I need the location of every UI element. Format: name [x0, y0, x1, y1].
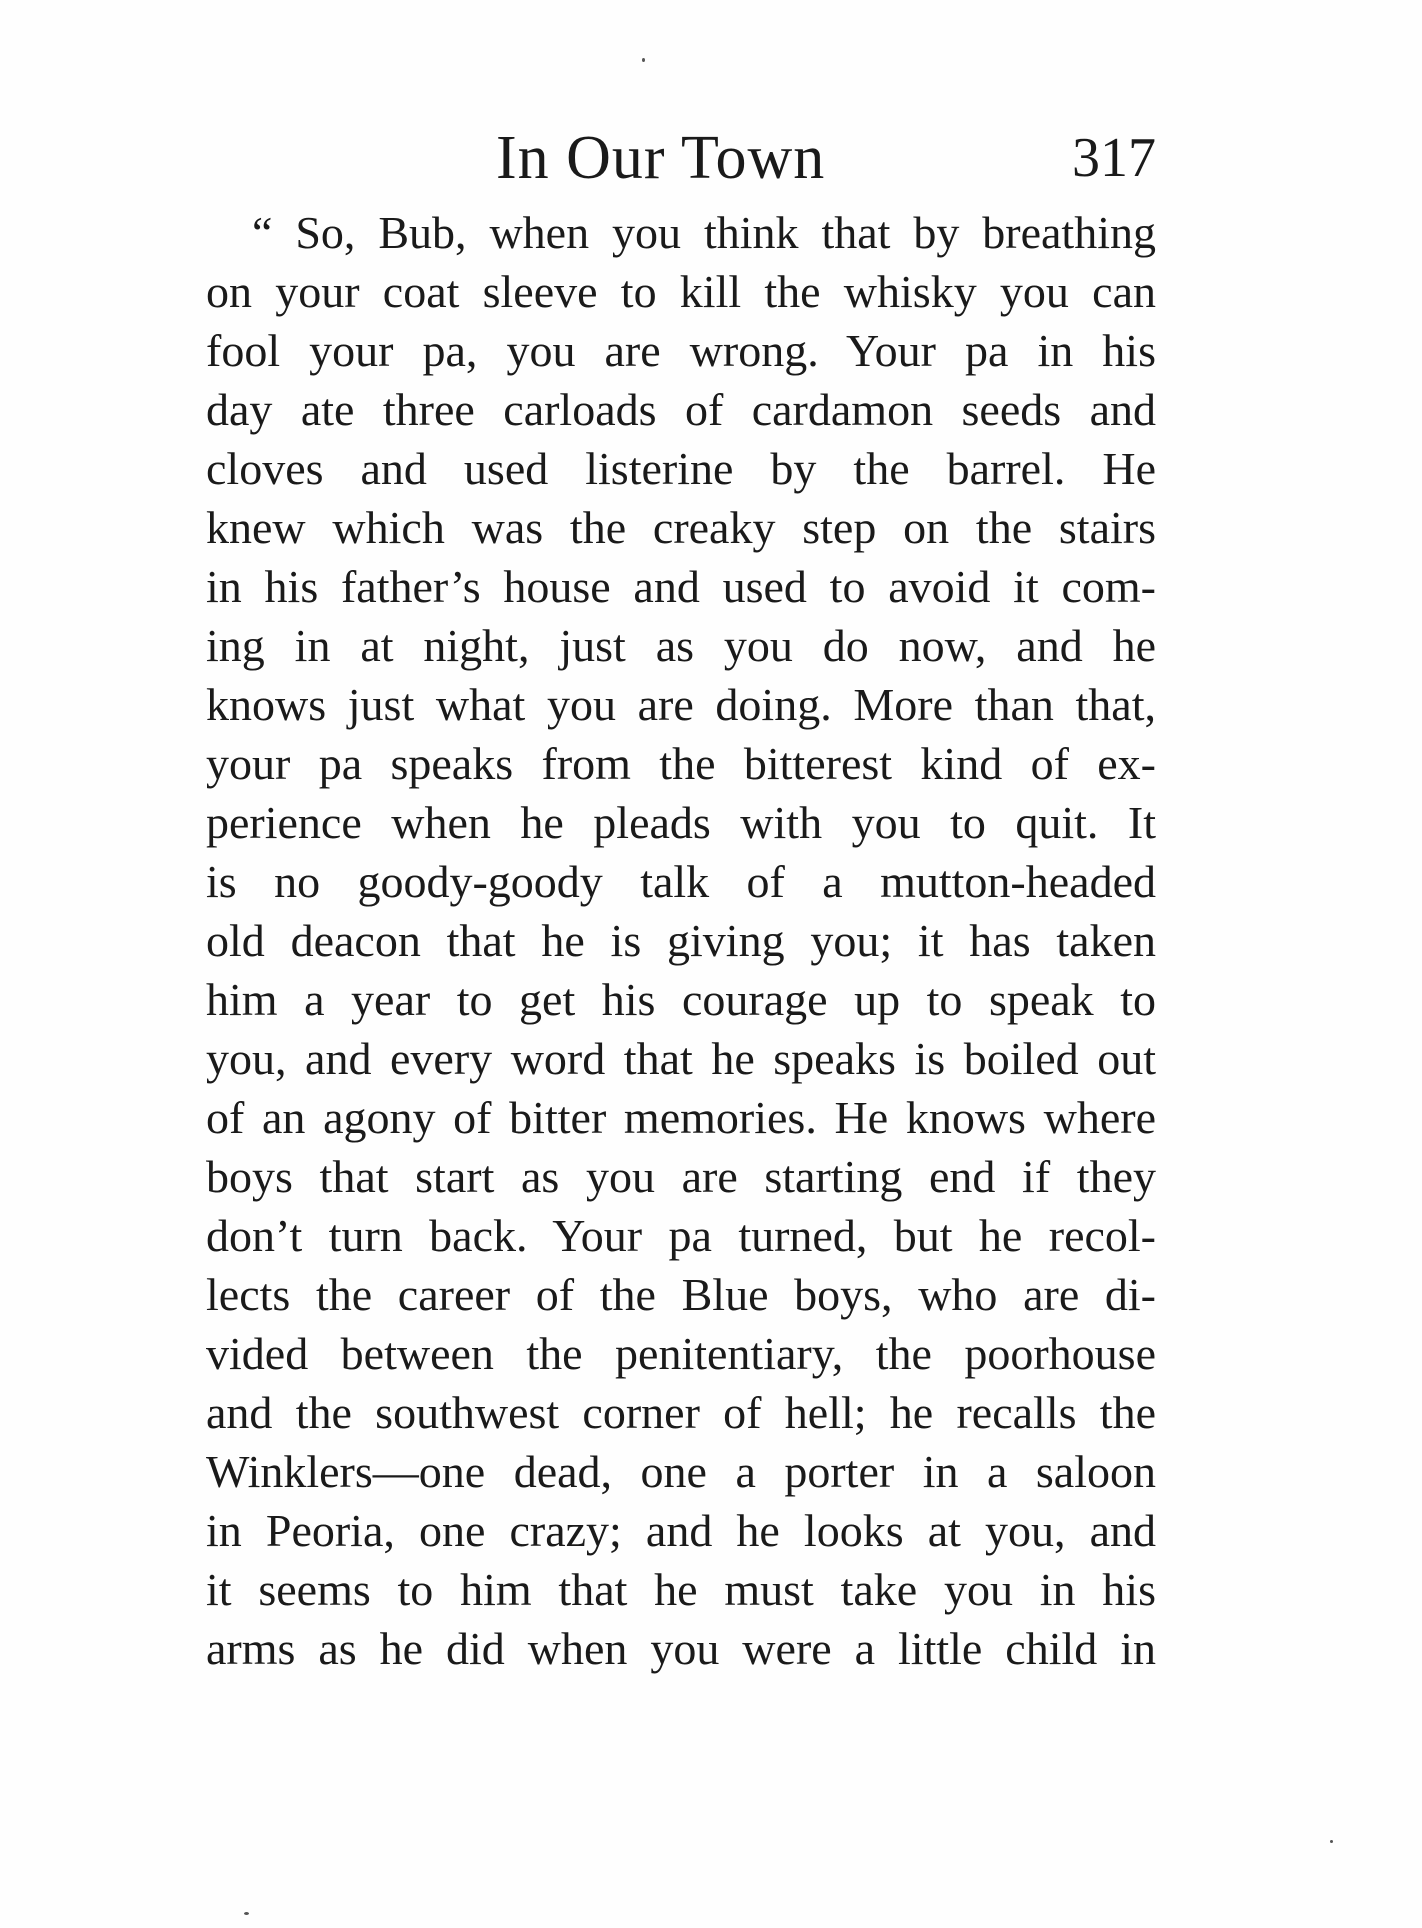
scan-speck	[1330, 1840, 1333, 1843]
text-line: in Peoria, one crazy; and he looks at you, and	[206, 1505, 1156, 1556]
text-line: old deacon that he is giving you; it has taken	[206, 915, 1156, 966]
text-line: your pa speaks from the bitterest kind of ex-	[206, 738, 1156, 789]
text-line: day ate three carloads of cardamon seeds and	[206, 384, 1156, 435]
text-line: ing in at night, just as you do now, and he	[206, 620, 1156, 671]
text-line: lects the career of the Blue boys, who are di-	[206, 1269, 1156, 1320]
running-title: In Our Town	[496, 124, 826, 192]
text-line: and the southwest corner of hell; he recalls the	[206, 1387, 1156, 1438]
text-line: of an agony of bitter memories. He knows where	[206, 1092, 1156, 1143]
text-line: knows just what you are doing. More than that,	[206, 679, 1156, 730]
text-line: boys that start as you are starting end if they	[206, 1151, 1156, 1202]
body-text	[206, 203, 1156, 1678]
page-header	[206, 118, 1156, 198]
text-line: on your coat sleeve to kill the whisky you can	[206, 266, 1156, 317]
text-line: cloves and used listerine by the barrel. He	[206, 443, 1156, 494]
text-line: in his father’s house and used to avoid it com-	[206, 561, 1156, 612]
page-number: 317	[1072, 127, 1156, 189]
text-line: him a year to get his courage up to speak to	[206, 974, 1156, 1025]
text-line: “ So, Bub, when you think that by breathing	[252, 207, 1156, 258]
text-line: knew which was the creaky step on the stairs	[206, 502, 1156, 553]
text-line: vided between the penitentiary, the poorhouse	[206, 1328, 1156, 1379]
text-line: arms as he did when you were a little child in	[206, 1623, 1156, 1674]
text-line: Winklers—one dead, one a porter in a saloon	[206, 1446, 1156, 1497]
text-line: don’t turn back. Your pa turned, but he recol-	[206, 1210, 1156, 1261]
text-line: perience when he pleads with you to quit. It	[206, 797, 1156, 848]
text-line: you, and every word that he speaks is boiled out	[206, 1033, 1156, 1084]
text-line: is no goody-goody talk of a mutton-headed	[206, 856, 1156, 907]
text-line: fool your pa, you are wrong. Your pa in his	[206, 325, 1156, 376]
scan-speck	[642, 58, 645, 62]
text-line: it seems to him that he must take you in his	[206, 1564, 1156, 1615]
scan-speck	[244, 1912, 249, 1915]
